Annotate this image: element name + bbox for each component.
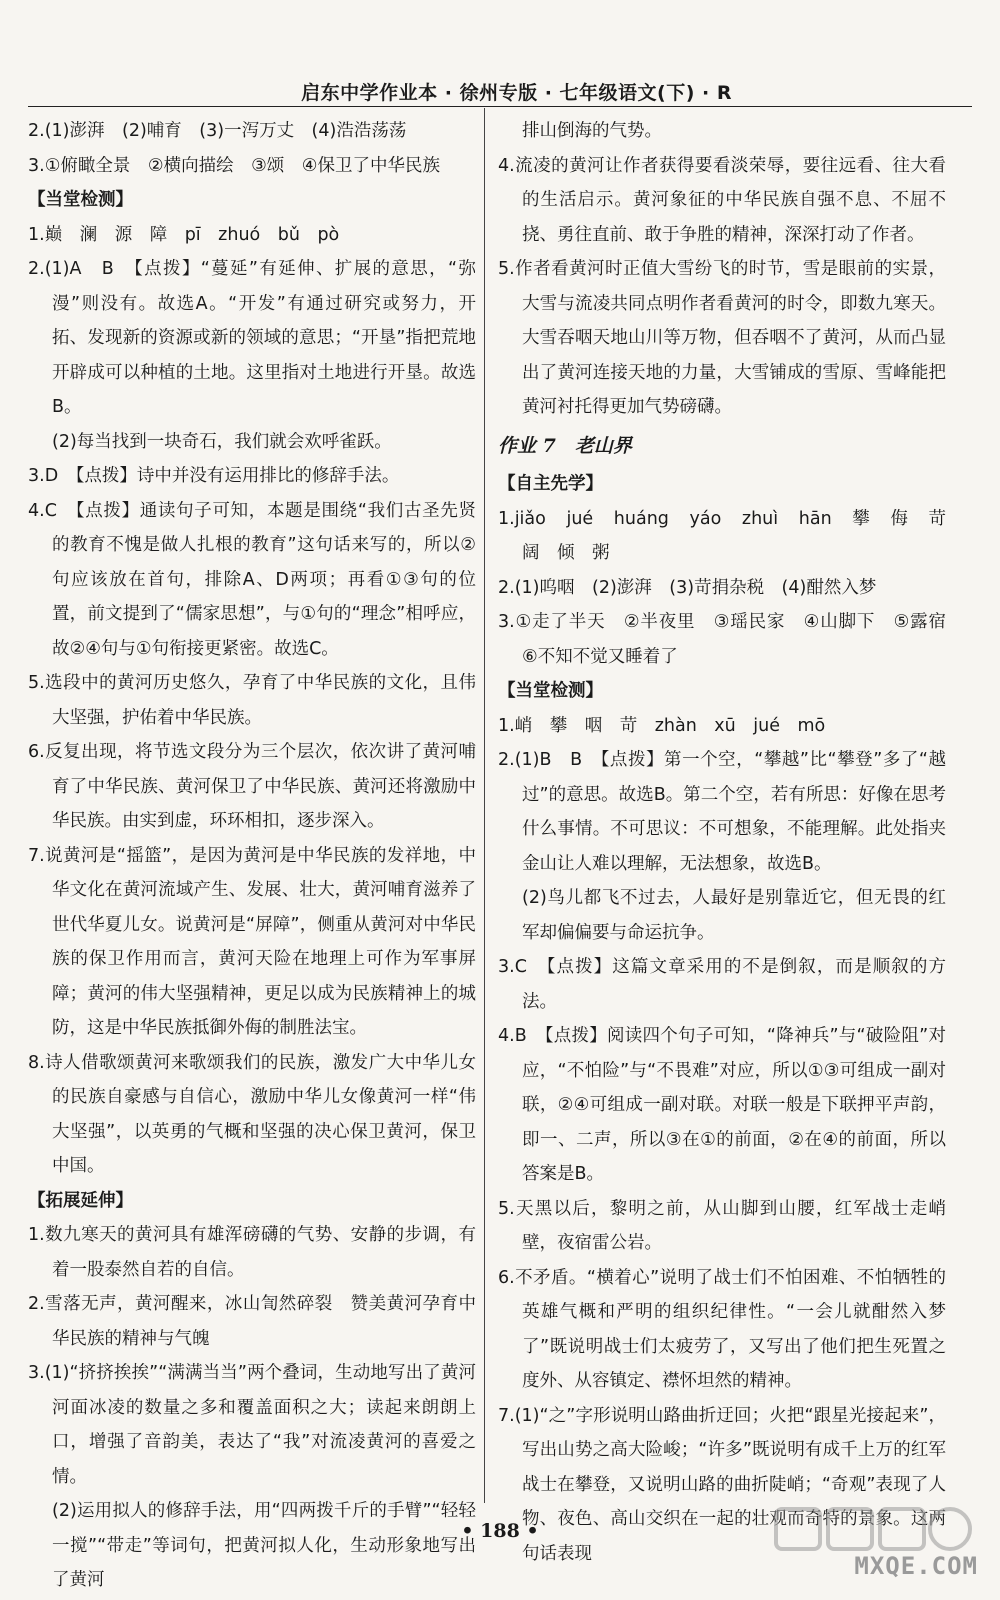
section-heading: 【拓展延伸】 <box>28 1190 133 1211</box>
answer-item: 3.①走了半天 ②半夜里 ③瑶民家 ④山脚下 ⑤露宿 ⑥不知不觉又睡着了 <box>498 612 964 667</box>
answer-item: 1.数九寒天的黄河具有雄浑磅礴的气势、安静的步调，有着一股泰然自若的自信。 <box>28 1225 476 1280</box>
answer-item: 2.雪落无声，黄河醒来，冰山訇然碎裂 赞美黄河孕育中华民族的精神与气魄 <box>28 1294 476 1349</box>
right-column <box>498 114 964 1571</box>
left-column <box>28 114 476 1598</box>
answer-item: 5.天黑以后，黎明之前，从山脚到山腰，红军战士走峭壁，夜宿雷公岩。 <box>498 1198 946 1253</box>
answer-item: 6.不矛盾。“横着心”说明了战士们不怕困难、不怕牺牲的英雄气概和严明的组织纪律性。“一会儿就酣然入梦了”既说明战士们太疲劳了，又写出了他们把生死置之度外、从容镇定、襟怀坦然的精神。 <box>498 1267 946 1391</box>
section-heading: 【自主先学】 <box>498 474 603 494</box>
answer-continuation: (2)鸟儿都飞不过去，人最好是别靠近它，但无畏的红军却偏偏要与命运抗争。 <box>522 888 946 943</box>
answer-item: 5.作者看黄河时正值大雪纷飞的时节，雪是眼前的实景，大雪与流凌共同点明作者看黄河的时令，即数九寒天。大雪吞咽天地山川等万物，但吞咽不了黄河，从而凸显出了黄河连接天地的力量，大雪铺成的雪原、雪峰能把黄河衬托得更加气势磅礴。 <box>498 259 946 417</box>
answer-item: 2.(1)A B 【点拨】“蔓延”有延伸、扩展的意思，“弥漫”则没有。故选A。“开发”有通过研究或努力，开拓、发现新的资源或新的领域的意思；“开垦”指把荒地开辟成可以种植的土地。这里指对土地进行开垦。故选B。 <box>28 259 476 417</box>
column-divider <box>484 108 485 1503</box>
answer-item: 3.(1)“挤挤挨挨”“满满当当”两个叠词，生动地写出了黄河河面冰凌的数量之多和覆盖面积之大；读起来朗朗上口，增强了音韵美，表达了“我”对流凌黄河的喜爱之情。 <box>28 1363 476 1487</box>
section-heading: 【当堂检测】 <box>498 681 603 701</box>
answer-item: 5.选段中的黄河历史悠久，孕育了中华民族的文化，且伟大坚强，护佑着中华民族。 <box>28 673 476 728</box>
answer-item: 2.(1)B B 【点拨】第一个空，“攀越”比“攀登”多了“越过”的意思。故选B。第二个空，若有所思：好像在思考什么事情。不可思议：不可想象，不能理解。此处指夹金山让人难以理解，无法想象，故选B。 <box>498 750 946 874</box>
answer-item: 1.jiǎo jué huáng yáo zhuì hān 攀 侮 苛 阔 倾 粥 <box>498 508 964 563</box>
chapter-title: 作业 7 老山界 <box>498 434 632 457</box>
answer-item: 7.(1)“之”字形说明山路曲折迂回；火把“跟星光接起来”，写出山势之高大险峻；“许多”既说明有成千上万的红军战士在攀登，又说明山路的曲折陡峭；“奇观”表现了人物、夜色、高山交织在一起的壮观而奇特的景象。这两句话表现 <box>498 1405 946 1564</box>
answer-item: 1.峭 攀 咽 苛 zhàn xū jué mō <box>498 715 826 736</box>
answer-item: 3.①俯瞰全景 ②横向描绘 ③颂 ④保卫了中华民族 <box>28 155 440 176</box>
answer-item: 4.流凌的黄河让作者获得要看淡荣辱，要往远看、往大看的生活启示。黄河象征的中华民族自强不息、不屈不挠、勇往直前、敢于争胜的精神，深深打动了作者。 <box>498 155 946 245</box>
answer-item: 8.诗人借歌颂黄河来歌颂我们的民族，激发广大中华儿女的民族自豪感与自信心，激励中华儿女像黄河一样“伟大坚强”，以英勇的气概和坚强的决心保卫黄河，保卫中国。 <box>28 1052 476 1176</box>
answer-item: 3.C 【点拨】这篇文章采用的不是倒叙，而是顺叙的方法。 <box>498 957 946 1012</box>
watermark-url: MXQE.COM <box>854 1552 978 1580</box>
answer-item: 4.C 【点拨】通读句子可知，本题是围绕“我们古圣先贤的教育不愧是做人扎根的教育”这句话来写的，所以②句应该放在首句，排除A、D两项；再看①③句的位置，前文提到了“儒家思想”，与①句的“理念”相呼应，故②④句与①句衔接更紧密。故选C。 <box>28 500 476 659</box>
answer-item: 2.(1)呜咽 (2)澎湃 (3)苛捐杂税 (4)酣然入梦 <box>498 577 877 598</box>
answer-item: 7.说黄河是“摇篮”，是因为黄河是中华民族的发祥地，中华文化在黄河流域产生、发展、壮大，黄河哺育滋养了世代华夏儿女。说黄河是“屏障”，侧重从黄河对中华民族的保卫作用而言，黄河天险在地理上可作为军事屏障；黄河的伟大坚强精神，更足以成为民族精神上的城防，这是中华民族抵御外侮的制胜法宝。 <box>28 845 476 1038</box>
answer-item: 2.(1)澎湃 (2)哺育 (3)一泻万丈 (4)浩浩荡荡 <box>28 121 407 141</box>
section-heading: 【当堂检测】 <box>28 190 133 210</box>
answer-item: 6.反复出现，将节选文段分为三个层次，依次讲了黄河哺育了中华民族、黄河保卫了中华民族、黄河还将激励中华民族。由实到虚，环环相扣，逐步深入。 <box>28 742 476 831</box>
answer-continuation: 排山倒海的气势。 <box>522 121 662 141</box>
answer-continuation: (2)每当找到一块奇石，我们就会欢呼雀跃。 <box>52 431 392 452</box>
header-title: 启东中学作业本 · 徐州专版 · 七年级语文(下) · R <box>301 82 732 104</box>
answer-item: 4.B 【点拨】阅读四个句子可知，“降神兵”与“破险阻”对应，“不怕险”与“不畏难”对应，所以①③可组成一副对联，②④可组成一副对联。对联一般是下联押平声韵，即一、二声，所以③在①的前面，②在④的前面，所以答案是B。 <box>498 1026 946 1184</box>
running-header <box>28 72 972 107</box>
page-number: • 188 • <box>461 1520 539 1542</box>
answer-item: 1.巅 澜 源 障 pī zhuó bǔ pò <box>28 224 340 245</box>
answer-item: 3.D 【点拨】诗中并没有运用排比的修辞手法。 <box>28 466 400 486</box>
answer-continuation: (2)运用拟人的修辞手法，用“四两拨千斤的手臂”“轻轻一搅”“带走”等词句，把黄河拟人化，生动形象地写出了黄河 <box>52 1501 476 1590</box>
